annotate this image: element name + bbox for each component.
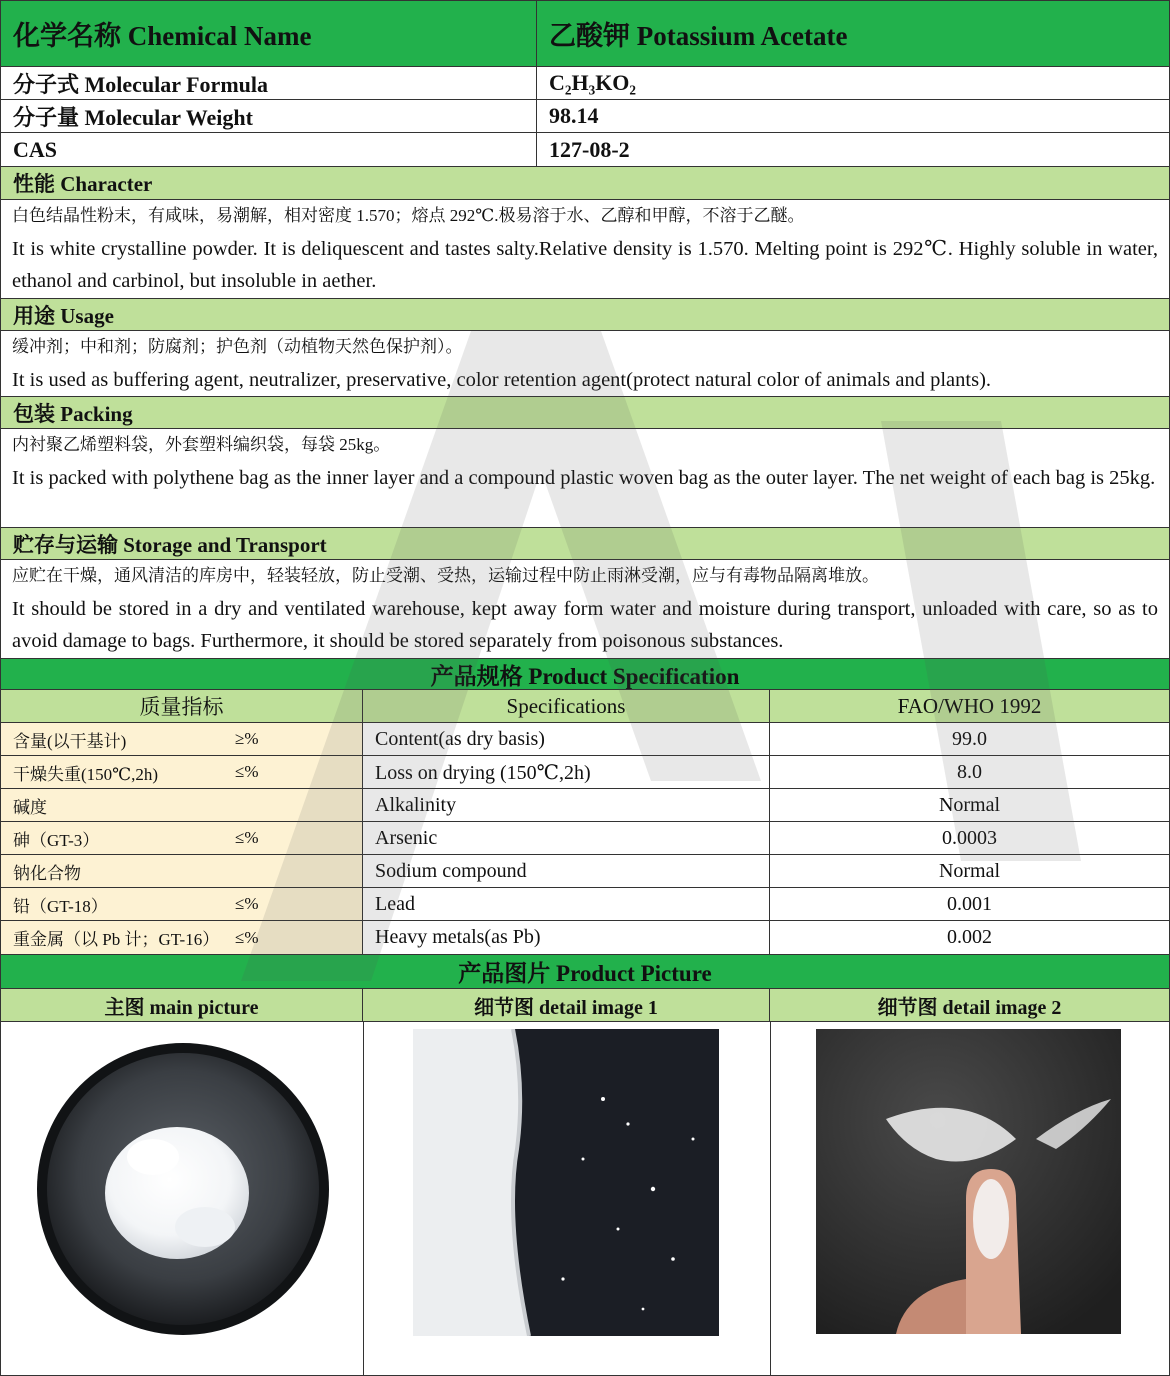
picture-header-row bbox=[1, 989, 1169, 1022]
chemical-name-label: 化学名称 Chemical Name bbox=[1, 1, 537, 66]
property-row-formula bbox=[1, 67, 1169, 100]
storage-cn-text: 应贮在干燥，通风清洁的库房中，轻装轻放，防止受潮、受热，运输过程中防止雨淋受潮，应与有毒物品隔离堆放。 bbox=[12, 566, 879, 585]
crystal-detail-image bbox=[413, 1029, 719, 1336]
detail-image-1 bbox=[413, 1029, 719, 1336]
spec-item-en: Content(as dry basis) bbox=[363, 723, 770, 755]
finger-powder-image bbox=[816, 1029, 1121, 1334]
table-row bbox=[1, 888, 1169, 921]
spec-item-en: Arsenic bbox=[363, 822, 770, 854]
picture-divider bbox=[770, 1022, 771, 1375]
main-picture bbox=[35, 1037, 331, 1337]
powder-bowl-image bbox=[35, 1037, 331, 1337]
storage-en-text: It should be stored in a dry and ventilated warehouse, kept away form water and moisture during transport, unloaded with care, so as to avoid damage to bags. Furthermore, it should be stored separately from poisonous substances. bbox=[12, 598, 1158, 652]
property-row-cas bbox=[1, 133, 1169, 167]
formula-label: 分子式 Molecular Formula bbox=[1, 67, 537, 99]
spec-item-value: 0.0003 bbox=[942, 826, 997, 849]
section-character-title: 性能 Character bbox=[1, 167, 1169, 200]
chemical-name-row bbox=[1, 1, 1169, 67]
spec-item-cn: 碱度 bbox=[1, 789, 363, 821]
formula-value: C₂H₃KO₂ bbox=[549, 70, 637, 95]
character-en-text: It is white crystalline powder. It is deliquescent and tastes salty.Relative density is 1.570. Melting point is 292℃. Highly soluble in water, ethanol and carbinol, but insoluble in aether. bbox=[12, 238, 1158, 292]
spec-item-value: Normal bbox=[938, 859, 1001, 882]
section-usage-title: 用途 Usage bbox=[1, 298, 1169, 331]
table-row bbox=[1, 822, 1169, 855]
spec-header-standard: FAO/WHO 1992 bbox=[897, 693, 1042, 718]
picture-title-row bbox=[1, 955, 1169, 989]
spec-item-value: 0.002 bbox=[947, 926, 992, 948]
section-packing-title: 包装 Packing bbox=[1, 396, 1169, 429]
spec-item-cn: 干燥失重(150℃,2h) ≤% bbox=[1, 756, 363, 788]
spec-item-cn: 含量(以干基计) ≥% bbox=[1, 723, 363, 755]
detail-image-2 bbox=[816, 1029, 1121, 1334]
chemical-name-value: 乙酸钾 Potassium Acetate bbox=[549, 21, 848, 51]
spec-item-en: Sodium compound bbox=[363, 855, 770, 887]
spec-item-value: 99.0 bbox=[952, 727, 987, 750]
spec-item-cn: 钠化合物 bbox=[1, 855, 363, 887]
usage-en-text: It is used as buffering agent, neutralizer, preservative, color retention agent(protect natural color of animals and plants). bbox=[12, 369, 992, 391]
spec-item-value: 8.0 bbox=[957, 760, 982, 783]
spec-item-en: Lead bbox=[363, 888, 770, 920]
spec-item-value: 0.001 bbox=[947, 892, 992, 915]
spec-header-en: Specifications bbox=[363, 690, 770, 722]
spec-item-en: Loss on drying (150℃,2h) bbox=[363, 756, 770, 788]
table-row bbox=[1, 789, 1169, 822]
character-cn-text: 白色结晶性粉末，有咸味，易潮解，相对密度 1.570；熔点 292℃.极易溶于水、乙醇和甲醇，不溶于乙醚。 bbox=[12, 206, 805, 225]
picture-header-detail-1: 细节图 detail image 1 bbox=[363, 989, 770, 1021]
spec-item-value: Normal bbox=[938, 793, 1001, 816]
spec-item-cn: 铅（GT-18） ≤% bbox=[1, 888, 363, 920]
spec-item-en: Heavy metals(as Pb) bbox=[363, 921, 770, 954]
spec-title-row bbox=[1, 658, 1169, 690]
picture-title: 产品图片 Product Picture bbox=[458, 961, 712, 986]
table-row bbox=[1, 855, 1169, 888]
usage-cn-text: 缓冲剂；中和剂；防腐剂；护色剂（动植物天然色保护剂）。 bbox=[12, 337, 463, 356]
picture-header-main: 主图 main picture bbox=[1, 989, 363, 1021]
spec-item-en: Alkalinity bbox=[363, 789, 770, 821]
spec-header-cn: 质量指标 bbox=[1, 690, 363, 722]
packing-cn-text: 内衬聚乙烯塑料袋，外套塑料编织袋，每袋 25kg。 bbox=[12, 435, 391, 454]
spec-title: 产品规格 Product Specification bbox=[430, 663, 740, 689]
section-storage-title: 贮存与运输 Storage and Transport bbox=[1, 527, 1169, 560]
spec-item-cn: 重金属（以 Pb 计；GT-16） ≤% bbox=[1, 921, 363, 954]
spec-header-row bbox=[1, 690, 1169, 723]
table-row bbox=[1, 723, 1169, 756]
weight-label: 分子量 Molecular Weight bbox=[1, 100, 537, 132]
spec-item-cn: 砷（GT-3） ≤% bbox=[1, 822, 363, 854]
picture-divider bbox=[363, 1022, 364, 1375]
table-row bbox=[1, 921, 1169, 955]
weight-value: 98.14 bbox=[549, 103, 599, 128]
cas-label: CAS bbox=[1, 133, 537, 166]
table-row bbox=[1, 756, 1169, 789]
picture-header-detail-2: 细节图 detail image 2 bbox=[877, 996, 1062, 1019]
property-row-weight bbox=[1, 100, 1169, 133]
cas-value: 127-08-2 bbox=[549, 136, 630, 162]
packing-en-text: It is packed with polythene bag as the inner layer and a compound plastic woven bag as the outer layer. The net weight of each bag is 25kg. bbox=[12, 467, 1156, 489]
